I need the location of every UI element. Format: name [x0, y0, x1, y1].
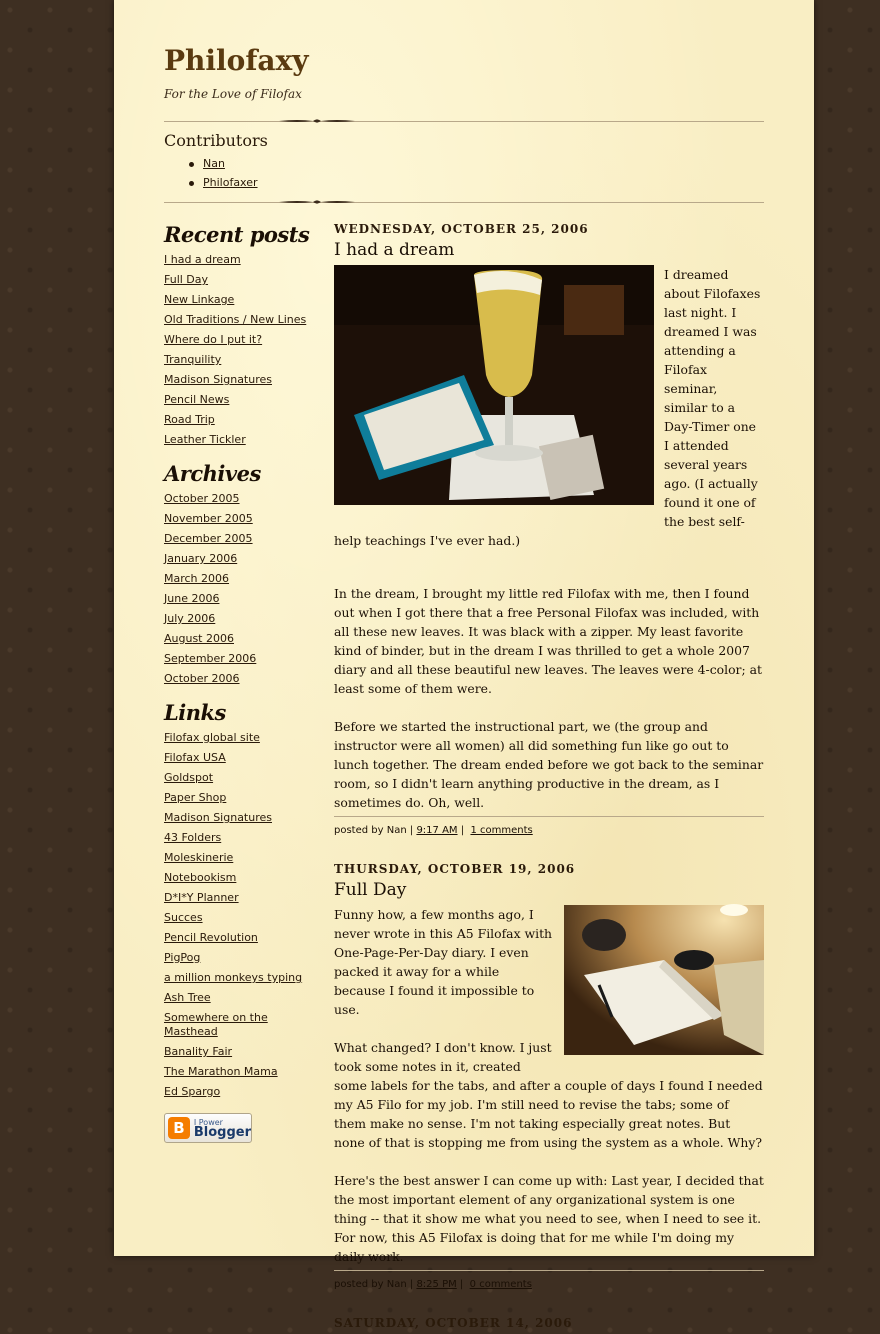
external-link[interactable]: Pencil Revolution [164, 931, 258, 944]
post-paragraph: In the dream, I brought my little red Filofax with me, then I found out when I got there that a free Personal Filofax was included, with all these new leaves. It was black with a zipper. My least favorite kind of binder, but in the dream I was thrilled to get a whole 2007 diary and all these beautiful new leaves. The leaves were 4-color; at least some of them were. [334, 586, 762, 696]
recent-post-link[interactable]: Full Day [164, 273, 209, 286]
recent-post-link[interactable]: I had a dream [164, 253, 241, 266]
external-link[interactable]: Goldspot [164, 771, 214, 784]
recent-post-link[interactable]: Madison Signatures [164, 373, 272, 386]
recent-post-link[interactable]: Road Trip [164, 413, 215, 426]
separator: | [409, 1279, 414, 1290]
list-item [164, 751, 324, 765]
list-item [164, 293, 324, 307]
contributors-heading: Contributors [164, 131, 268, 150]
post-time-link[interactable]: 9:17 AM [416, 825, 458, 836]
external-link[interactable]: Madison Signatures [164, 811, 272, 824]
links-list [164, 731, 324, 1099]
badge-small-text: I Power [193, 1118, 223, 1127]
external-link[interactable]: The Marathon Mama [164, 1065, 278, 1078]
list-item [164, 592, 324, 606]
list-item [164, 931, 324, 945]
external-link[interactable]: 43 Folders [164, 831, 222, 844]
external-link[interactable]: Ed Spargo [164, 1085, 221, 1098]
list-item [164, 532, 324, 546]
list-item [164, 851, 324, 865]
posted-by-label: posted by [334, 1279, 384, 1290]
recent-post-link[interactable]: Old Traditions / New Lines [164, 313, 307, 326]
blog-title[interactable]: Philofaxy [164, 44, 309, 77]
list-item [164, 333, 324, 347]
sidebar [164, 222, 324, 1143]
date-header: SATURDAY, OCTOBER 14, 2006 [334, 1316, 573, 1330]
archives-heading: Archives [164, 461, 261, 486]
list-item [164, 512, 324, 526]
post-author: Nan [386, 1279, 407, 1290]
post-footer [334, 816, 764, 836]
contributors-list [164, 154, 268, 192]
list-item [164, 871, 324, 885]
main-content [334, 222, 764, 1334]
recent-posts-list [164, 253, 324, 447]
list-item [164, 891, 324, 905]
ornament-icon [279, 118, 355, 124]
list-item [164, 393, 324, 407]
archive-link[interactable]: October 2005 [164, 492, 240, 505]
blog-header [164, 44, 764, 101]
archive-link[interactable]: September 2006 [164, 652, 257, 665]
archive-link[interactable]: August 2006 [164, 632, 234, 645]
post-body [334, 905, 764, 1266]
contributors-divider [164, 202, 764, 203]
post-image-drink-filofax[interactable] [334, 265, 654, 505]
contributors-section [164, 131, 268, 192]
post [334, 862, 764, 1290]
external-link[interactable]: Notebookism [164, 871, 237, 884]
list-item [164, 911, 324, 925]
list-item [164, 313, 324, 327]
list-item [164, 811, 324, 825]
post-paragraph: What changed? I don't know. I just took some notes in it, created some labels for the tabs, and after a couple of days I found I needed my A5 Filo for my job. I'm still need to revise the tabs; some of them make no sense. I'm not taking especially great notes. But none of that is stopping me from using the system as a whole. Why? [334, 1040, 763, 1150]
list-item [164, 771, 324, 785]
archive-link[interactable]: March 2006 [164, 572, 230, 585]
separator: | [460, 825, 465, 836]
post-paragraph: Here's the best answer I can come up with: Last year, I decided that the most important element of any organizational system is one thing -- that it show me what you need to see, when I need to see it. For now, this A5 Filofax is doing that for me while I'm doing my daily work. [334, 1173, 764, 1264]
post [334, 1316, 764, 1330]
badge-text [194, 1118, 251, 1138]
external-link[interactable]: Filofax global site [164, 731, 260, 744]
list-item [164, 791, 324, 805]
post-image-open-filofax[interactable] [564, 905, 764, 1055]
date-header: THURSDAY, OCTOBER 19, 2006 [334, 862, 576, 876]
list-item [164, 831, 324, 845]
links-heading: Links [164, 700, 226, 725]
external-link[interactable]: Succes [164, 911, 203, 924]
comments-link[interactable]: 1 comments [470, 825, 533, 836]
list-item [164, 433, 324, 447]
list-item [164, 632, 324, 646]
external-link[interactable]: Filofax USA [164, 751, 226, 764]
archives-list [164, 492, 324, 686]
recent-post-link[interactable]: Where do I put it? [164, 333, 263, 346]
comments-link[interactable]: 0 comments [469, 1279, 532, 1290]
list-item [164, 552, 324, 566]
post-title[interactable]: I had a dream [334, 240, 455, 260]
header-divider [164, 121, 764, 122]
list-item [164, 1085, 324, 1099]
list-item [164, 1045, 324, 1059]
blogger-logo-icon: B [168, 1117, 190, 1139]
badge-big-text: Blogger [193, 1125, 251, 1140]
date-header: WEDNESDAY, OCTOBER 25, 2006 [334, 222, 589, 236]
recent-post-link[interactable]: Pencil News [164, 393, 230, 406]
archive-link[interactable]: January 2006 [164, 552, 238, 565]
blog-description: For the Love of Filofax [164, 87, 302, 101]
recent-post-link[interactable]: Leather Tickler [164, 433, 246, 446]
list-item [164, 991, 324, 1005]
list-item [164, 672, 324, 686]
list-item [164, 1011, 324, 1039]
list-item [164, 612, 324, 626]
contributor-link-philofaxer[interactable]: Philofaxer [203, 176, 258, 189]
list-item [164, 1065, 324, 1079]
list-item [164, 572, 324, 586]
list-item [164, 731, 324, 745]
post-time-link[interactable]: 8:25 PM [416, 1279, 457, 1290]
list-item [164, 273, 324, 287]
post-paragraph: Before we started the instructional part, we (the group and instructor were all women) all did something fun like go out to lunch together. The dream ended before we got back to the seminar room, so I didn't learn anything productive in the dream, as I sometimes do. Oh, well. [334, 719, 764, 810]
recent-post-link[interactable]: New Linkage [164, 293, 235, 306]
list-item [164, 253, 324, 267]
post-title[interactable]: Full Day [334, 880, 407, 900]
external-link[interactable]: Somewhere on the Masthead [164, 1011, 268, 1038]
contributor-link-nan[interactable]: Nan [203, 157, 225, 170]
external-link[interactable]: a million monkeys typing [164, 971, 303, 984]
post-paragraph: Funny how, a few months ago, I never wrote in this A5 Filofax with One-Page-Per-Day diary. I even packed it away for a while because I found it impossible to use. [334, 907, 553, 1017]
archive-link[interactable]: June 2006 [164, 592, 220, 605]
post-footer [334, 1270, 764, 1290]
recent-post-link[interactable]: Tranquility [164, 353, 222, 366]
external-link[interactable]: Paper Shop [164, 791, 227, 804]
archive-link[interactable]: November 2005 [164, 512, 253, 525]
external-link[interactable]: PigPog [164, 951, 201, 964]
list-item [164, 353, 324, 367]
list-item [164, 492, 324, 506]
posted-by-label: posted by [334, 825, 384, 836]
archive-link[interactable]: December 2005 [164, 532, 253, 545]
contributor-item [203, 154, 268, 173]
contributor-item [203, 173, 268, 192]
post-body [334, 265, 764, 812]
external-link[interactable]: Ash Tree [164, 991, 211, 1004]
external-link[interactable]: Banality Fair [164, 1045, 233, 1058]
ornament-icon [279, 199, 355, 205]
recent-posts-heading: Recent posts [164, 222, 310, 247]
external-link[interactable]: Moleskinerie [164, 851, 234, 864]
archive-link[interactable]: July 2006 [164, 612, 216, 625]
list-item [164, 413, 324, 427]
separator: | [409, 825, 414, 836]
post-paragraph: I dreamed about Filofaxes last night. I dreamed I was attending a Filofax seminar, similar to a Day-Timer one I attended several years ago. (I actually found it one of the best self-help teachings I've ever had.) [334, 267, 761, 548]
post-author: Nan [386, 825, 407, 836]
separator: | [459, 1279, 464, 1290]
list-item [164, 373, 324, 387]
post [334, 222, 764, 836]
archive-link[interactable]: October 2006 [164, 672, 240, 685]
list-item [164, 652, 324, 666]
external-link[interactable]: D*I*Y Planner [164, 891, 239, 904]
list-item [164, 951, 324, 965]
powered-by-blogger-badge[interactable] [164, 1113, 252, 1143]
list-item [164, 971, 324, 985]
blog-page [114, 0, 814, 1330]
